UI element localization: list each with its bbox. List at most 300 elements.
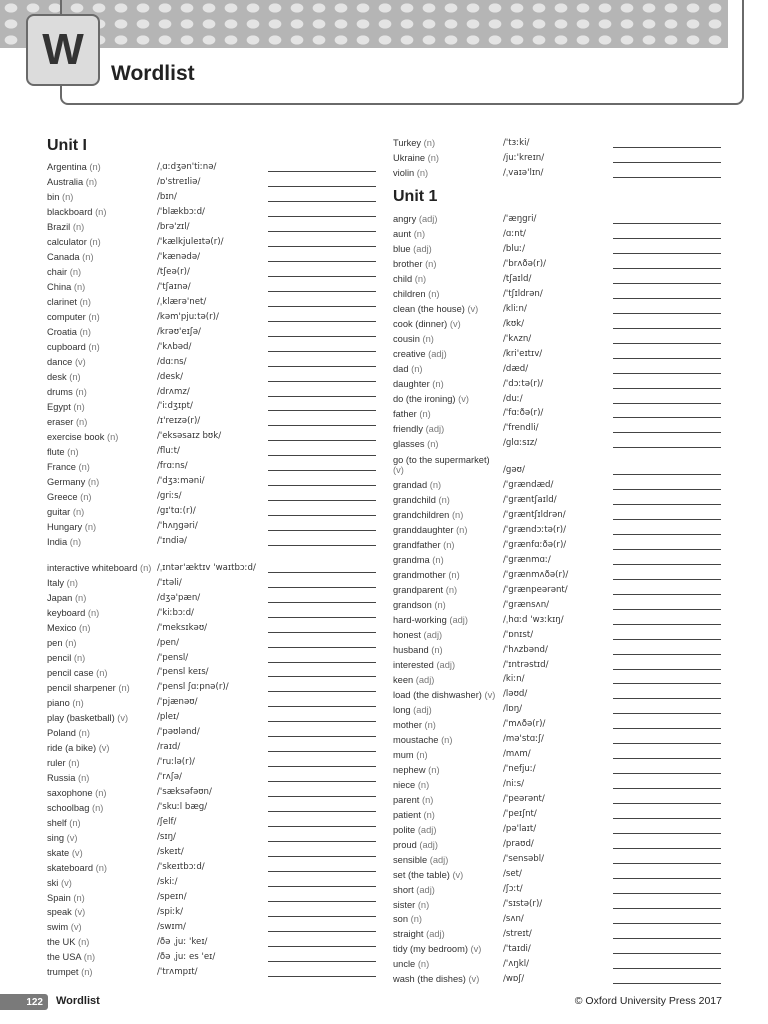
entry-part-of-speech: (adj) (419, 839, 438, 850)
entry-word (393, 870, 503, 881)
translation-blank-line[interactable] (268, 530, 376, 531)
translation-blank-line[interactable] (268, 572, 376, 573)
entry-word-text: sensible (393, 854, 428, 865)
entry-part-of-speech: (adj) (428, 349, 447, 360)
translation-blank-line[interactable] (268, 976, 376, 977)
translation-blank-line[interactable] (268, 351, 376, 352)
translation-blank-line[interactable] (268, 216, 376, 217)
entry-word (393, 765, 503, 776)
entry-word (47, 863, 157, 874)
entry-word (393, 900, 503, 911)
entry-part-of-speech: (adj) (416, 884, 435, 895)
entry-part-of-speech: (n) (425, 259, 437, 270)
entry-word (47, 192, 157, 203)
entry-part-of-speech: (v) (98, 742, 110, 753)
entry-pronunciation: /'dʒɜːməni/ (157, 476, 205, 487)
entry-pronunciation: /'hʌzbənd/ (503, 644, 548, 655)
entry-part-of-speech: (n) (73, 653, 86, 663)
translation-blank-line[interactable] (613, 713, 721, 714)
translation-blank-line[interactable] (613, 162, 721, 163)
translation-blank-line[interactable] (268, 545, 376, 546)
entry-word (47, 803, 157, 814)
entry-pronunciation: /'pjænəʊ/ (157, 697, 198, 708)
entry-pronunciation: /wɒʃ/ (503, 973, 525, 984)
entry-pronunciation: /'sæksəfəʊn/ (157, 787, 212, 798)
wordlist-entry (47, 547, 377, 574)
entry-part-of-speech: (n) (79, 297, 91, 308)
translation-blank-line[interactable] (268, 470, 376, 471)
entry-word (47, 357, 157, 368)
entry-word (393, 510, 503, 521)
translation-blank-line[interactable] (613, 238, 721, 239)
entry-word (393, 690, 503, 701)
entry-word-text: cupboard (47, 342, 86, 353)
translation-blank-line[interactable] (613, 534, 721, 535)
wordlist-entry (393, 225, 723, 240)
entry-word-text: grandchildren (393, 510, 450, 521)
entry-pronunciation: /bɪn/ (157, 191, 177, 202)
entry-pronunciation: /griːs/ (157, 491, 182, 502)
translation-blank-line[interactable] (268, 381, 376, 382)
entry-word-text: mum (393, 749, 414, 760)
entry-word (47, 537, 157, 548)
translation-blank-line[interactable] (613, 773, 721, 774)
translation-blank-line[interactable] (613, 594, 721, 595)
translation-blank-line[interactable] (613, 848, 721, 849)
entry-word (47, 937, 157, 948)
entry-word-text: swim (47, 922, 69, 933)
entry-part-of-speech: (n) (429, 480, 442, 491)
entry-word-text: tidy (my bedroom) (393, 944, 468, 955)
translation-blank-line[interactable] (613, 489, 721, 490)
entry-word (47, 372, 157, 383)
entry-word (393, 409, 503, 420)
translation-blank-line[interactable] (613, 403, 721, 404)
entry-part-of-speech: (n) (432, 379, 444, 390)
wordlist-entry (393, 134, 723, 149)
translation-blank-line[interactable] (613, 818, 721, 819)
translation-blank-line[interactable] (613, 147, 721, 148)
translation-blank-line[interactable] (268, 886, 376, 887)
entry-pronunciation: /drʌmz/ (157, 386, 190, 397)
translation-blank-line[interactable] (268, 515, 376, 516)
translation-blank-line[interactable] (268, 246, 376, 247)
translation-blank-line[interactable] (268, 231, 376, 232)
entry-part-of-speech: (n) (419, 408, 431, 419)
wordlist-entry (47, 858, 377, 873)
header-frame (60, 0, 744, 105)
wordlist-entry (393, 671, 723, 686)
translation-blank-line[interactable] (613, 878, 721, 879)
translation-blank-line[interactable] (268, 500, 376, 501)
entry-pronunciation: /dʒə'pæn/ (157, 592, 201, 603)
entry-part-of-speech: (n) (84, 521, 97, 532)
wordlist-entry (393, 955, 723, 970)
translation-blank-line[interactable] (613, 683, 721, 684)
translation-blank-line[interactable] (613, 609, 721, 610)
entry-pronunciation: /'ɪndiə/ (157, 536, 187, 547)
entry-part-of-speech: (v) (468, 974, 480, 985)
entry-word-text: Brazil (47, 222, 71, 233)
wordlist-entry (393, 270, 723, 285)
entry-part-of-speech: (n) (417, 959, 430, 970)
entry-word (393, 439, 503, 450)
entry-word-text: nephew (393, 764, 426, 775)
translation-blank-line[interactable] (613, 519, 721, 520)
entry-word-text: honest (393, 630, 421, 641)
entry-pronunciation: /skeɪt/ (157, 847, 184, 858)
translation-blank-line[interactable] (268, 201, 376, 202)
entry-part-of-speech: (n) (95, 862, 107, 873)
translation-blank-line[interactable] (268, 961, 376, 962)
translation-blank-line[interactable] (268, 946, 376, 947)
translation-blank-line[interactable] (268, 587, 376, 588)
translation-blank-line[interactable] (613, 432, 721, 433)
entry-pronunciation: /ˌklærə'net/ (157, 296, 207, 307)
entry-part-of-speech: (adj) (417, 824, 437, 835)
entry-part-of-speech: (n) (423, 809, 435, 820)
translation-blank-line[interactable] (268, 276, 376, 277)
translation-blank-line[interactable] (613, 417, 721, 418)
translation-blank-line[interactable] (268, 632, 376, 633)
entry-pronunciation: /'fɑːðə(r)/ (503, 408, 544, 419)
entry-pronunciation: /kʊk/ (503, 318, 525, 329)
translation-blank-line[interactable] (268, 425, 376, 426)
entry-part-of-speech: (n) (95, 787, 107, 798)
translation-blank-line[interactable] (613, 863, 721, 864)
entry-word-text: China (47, 282, 72, 293)
entry-pronunciation: /raɪd/ (157, 742, 181, 753)
entry-pronunciation: /ˌvaɪə'lɪn/ (503, 167, 544, 178)
translation-blank-line[interactable] (268, 706, 376, 707)
entry-part-of-speech: (n) (69, 817, 81, 828)
translation-blank-line[interactable] (613, 447, 721, 448)
entry-part-of-speech: (adj) (418, 214, 438, 225)
wordlist-entry (393, 551, 723, 566)
entry-word (393, 795, 503, 806)
entry-word-text: sister (393, 899, 416, 910)
translation-blank-line[interactable] (613, 728, 721, 729)
translation-blank-line[interactable] (613, 788, 721, 789)
entry-part-of-speech: (adj) (449, 615, 468, 626)
entry-word-text: grandson (393, 600, 432, 611)
entry-pronunciation: /'grænmɑː/ (503, 554, 551, 565)
translation-blank-line[interactable] (268, 662, 376, 663)
entry-part-of-speech: (n) (428, 764, 440, 775)
translation-blank-line[interactable] (613, 758, 721, 759)
translation-blank-line[interactable] (268, 856, 376, 857)
entry-pronunciation: /ˌɑːdʒən'tiːnə/ (157, 161, 217, 172)
translation-blank-line[interactable] (613, 953, 721, 954)
entry-word-text: mother (393, 719, 422, 730)
translation-blank-line[interactable] (613, 968, 721, 969)
translation-blank-line[interactable] (268, 186, 376, 187)
translation-blank-line[interactable] (613, 343, 721, 344)
wordlist-entries (47, 158, 377, 978)
translation-blank-line[interactable] (613, 624, 721, 625)
entry-word (393, 660, 503, 671)
translation-blank-line[interactable] (268, 676, 376, 677)
translation-blank-line[interactable] (268, 781, 376, 782)
translation-blank-line[interactable] (268, 796, 376, 797)
entry-word (47, 818, 157, 829)
translation-blank-line[interactable] (268, 171, 376, 172)
entry-word (393, 229, 503, 240)
wordlist-entry (393, 345, 723, 360)
entry-pronunciation: /ðə ˌjuː 'keɪ/ (157, 936, 208, 947)
entry-word-text: glasses (393, 438, 425, 449)
translation-blank-line[interactable] (613, 283, 721, 284)
entry-pronunciation: /'sensəbl/ (503, 854, 544, 865)
entry-word (47, 177, 157, 188)
entry-pronunciation: /dæd/ (503, 363, 529, 374)
translation-blank-line[interactable] (268, 440, 376, 441)
entry-part-of-speech: (v) (66, 832, 78, 843)
entry-pronunciation: /gɪ'tɑː(r)/ (157, 506, 196, 517)
translation-blank-line[interactable] (613, 549, 721, 550)
translation-blank-line[interactable] (268, 602, 376, 603)
entry-word (47, 893, 157, 904)
entry-word-text: pencil (47, 653, 72, 663)
translation-blank-line[interactable] (613, 908, 721, 909)
entry-pronunciation: /'frendli/ (503, 423, 539, 434)
wordlist-entry (393, 536, 723, 551)
translation-blank-line[interactable] (268, 617, 376, 618)
entry-part-of-speech: (n) (424, 719, 436, 730)
entry-word-text: load (the dishwasher) (393, 689, 482, 700)
translation-blank-line[interactable] (613, 654, 721, 655)
entry-part-of-speech: (n) (413, 229, 426, 240)
wordlist-entry (47, 278, 377, 293)
entry-pronunciation: /fluːt/ (157, 446, 180, 457)
entry-word (47, 492, 157, 503)
page-title: Wordlist (111, 62, 195, 85)
translation-blank-line[interactable] (268, 931, 376, 932)
entry-pronunciation: /krəʊ'eɪʃə/ (157, 326, 201, 337)
wordlist-entry (47, 173, 377, 188)
entry-word (47, 833, 157, 844)
wordlist-entry (47, 472, 377, 487)
entry-word (47, 578, 157, 589)
entry-part-of-speech: (n) (87, 476, 100, 487)
translation-blank-line[interactable] (268, 691, 376, 692)
translation-blank-line[interactable] (613, 923, 721, 924)
wordlist-entry (393, 491, 723, 506)
translation-blank-line[interactable] (268, 396, 376, 397)
translation-blank-line[interactable] (268, 306, 376, 307)
translation-blank-line[interactable] (613, 177, 721, 178)
entry-part-of-speech: (n) (118, 682, 130, 693)
page-footer (0, 994, 768, 1012)
entry-part-of-speech: (n) (80, 491, 92, 502)
translation-blank-line[interactable] (613, 328, 721, 329)
entry-part-of-speech: (n) (82, 252, 94, 263)
wordlist-entry (47, 963, 377, 978)
entry-word-text: aunt (393, 229, 412, 240)
translation-blank-line[interactable] (613, 698, 721, 699)
translation-blank-line[interactable] (268, 901, 376, 902)
wordlist-entry (47, 634, 377, 649)
entry-word (47, 922, 157, 933)
entry-word (393, 675, 503, 686)
wordlist-entry (393, 641, 723, 656)
translation-blank-line[interactable] (613, 669, 721, 670)
entry-word (47, 608, 157, 619)
entry-word (47, 952, 157, 963)
entry-word-text: cousin (393, 334, 420, 345)
entry-word-text: ski (47, 877, 59, 888)
entry-pronunciation: /'peərənt/ (503, 794, 545, 805)
entry-word (47, 683, 157, 694)
translation-blank-line[interactable] (268, 826, 376, 827)
translation-blank-line[interactable] (268, 811, 376, 812)
entry-pronunciation: /lɒŋ/ (503, 704, 523, 715)
translation-blank-line[interactable] (268, 485, 376, 486)
entry-part-of-speech: (v) (452, 869, 464, 880)
translation-blank-line[interactable] (268, 410, 376, 411)
translation-blank-line[interactable] (613, 268, 721, 269)
entry-word-text: Greece (47, 491, 78, 502)
entry-pronunciation: /'tɜːki/ (503, 137, 530, 148)
wordlist-entry (393, 255, 723, 270)
translation-blank-line[interactable] (613, 579, 721, 580)
translation-blank-line[interactable] (268, 321, 376, 322)
entry-part-of-speech: (n) (69, 267, 82, 278)
entry-part-of-speech: (n) (66, 578, 79, 589)
entry-word-text: ruler (47, 757, 66, 768)
translation-blank-line[interactable] (613, 298, 721, 299)
wordlist-entry (47, 323, 377, 338)
entry-part-of-speech: (v) (117, 712, 129, 723)
entry-word-text: granddaughter (393, 525, 454, 536)
entry-part-of-speech: (n) (73, 401, 85, 412)
entry-pronunciation: /tʃeə(r)/ (157, 266, 190, 277)
entry-pronunciation: /kiːn/ (503, 674, 525, 685)
entry-part-of-speech: (v) (74, 907, 86, 918)
translation-blank-line[interactable] (613, 358, 721, 359)
entry-word (47, 402, 157, 413)
translation-blank-line[interactable] (613, 313, 721, 314)
entry-part-of-speech: (v) (393, 465, 404, 476)
entry-word (393, 705, 503, 716)
wordlist-entry (47, 368, 377, 383)
entry-word-text: dance (47, 357, 73, 368)
wordlist-entry (393, 626, 723, 641)
wordlist-entry (47, 948, 377, 963)
entry-pronunciation: /'kʌzn/ (503, 333, 532, 344)
entry-pronunciation: /'ruːlə(r)/ (157, 757, 195, 768)
translation-blank-line[interactable] (613, 938, 721, 939)
translation-blank-line[interactable] (613, 803, 721, 804)
entry-word (393, 825, 503, 836)
entry-word-text: moustache (393, 734, 439, 745)
translation-blank-line[interactable] (613, 983, 721, 984)
translation-blank-line[interactable] (268, 841, 376, 842)
entry-word (47, 267, 157, 278)
entry-pronunciation: /mə'stɑːʃ/ (503, 734, 544, 745)
wordlist-entry (47, 918, 377, 933)
translation-blank-line[interactable] (268, 751, 376, 752)
translation-blank-line[interactable] (613, 743, 721, 744)
translation-blank-line[interactable] (268, 261, 376, 262)
translation-blank-line[interactable] (268, 647, 376, 648)
wordlist-entry (47, 873, 377, 888)
translation-blank-line[interactable] (613, 504, 721, 505)
translation-blank-line[interactable] (268, 291, 376, 292)
wordlist-entry (47, 487, 377, 502)
translation-blank-line[interactable] (613, 564, 721, 565)
entry-part-of-speech: (v) (71, 847, 83, 858)
entry-word-text: Ukraine (393, 153, 426, 164)
entry-part-of-speech: (v) (467, 304, 479, 315)
entry-part-of-speech: (n) (85, 177, 98, 188)
translation-blank-line[interactable] (268, 871, 376, 872)
entry-pronunciation: /'græntʃɪldrən/ (503, 509, 566, 520)
entry-pronunciation: /spiːk/ (157, 906, 183, 917)
translation-blank-line[interactable] (613, 833, 721, 834)
entry-pronunciation: /'græntʃaɪld/ (503, 494, 557, 505)
entry-part-of-speech: (n) (89, 237, 101, 248)
entry-pronunciation: /'pensl/ (157, 652, 189, 663)
entry-pronunciation: /kəm'pjuːtə(r)/ (157, 311, 219, 322)
translation-blank-line[interactable] (613, 388, 721, 389)
entry-pronunciation: /'grænpeərənt/ (503, 584, 568, 595)
entry-word (47, 907, 157, 918)
entry-word (393, 424, 503, 435)
translation-blank-line[interactable] (613, 893, 721, 894)
entry-word-text: creative (393, 349, 426, 360)
entry-word-text: sing (47, 832, 65, 843)
entry-word-text: skateboard (47, 862, 93, 873)
wordlist-entry (393, 685, 723, 700)
entry-part-of-speech: (n) (427, 153, 440, 164)
translation-blank-line[interactable] (268, 736, 376, 737)
entry-part-of-speech: (v) (458, 394, 469, 404)
entry-word-text: dad (393, 364, 409, 375)
entry-word-text: desk (47, 372, 67, 383)
entry-part-of-speech: (n) (73, 282, 86, 293)
entry-word (47, 327, 157, 338)
entry-word-text: blue (393, 244, 411, 255)
translation-blank-line[interactable] (268, 721, 376, 722)
translation-blank-line[interactable] (613, 253, 721, 254)
entry-pronunciation: /sɪŋ/ (157, 832, 176, 843)
wordlist-entry (47, 708, 377, 723)
entry-pronunciation: /ˌhɑːd 'wɜːkɪŋ/ (503, 614, 564, 625)
entry-part-of-speech: (adj) (426, 929, 445, 940)
entry-word-text: saxophone (47, 787, 93, 798)
entry-word (47, 878, 157, 889)
translation-blank-line[interactable] (268, 766, 376, 767)
translation-blank-line[interactable] (268, 366, 376, 367)
entry-pronunciation: /'ʌŋkl/ (503, 958, 530, 969)
entry-word (393, 153, 503, 164)
translation-blank-line[interactable] (613, 639, 721, 640)
translation-blank-line[interactable] (613, 223, 721, 224)
translation-blank-line[interactable] (613, 373, 721, 374)
translation-blank-line[interactable] (268, 455, 376, 456)
translation-blank-line[interactable] (268, 916, 376, 917)
entry-word (47, 222, 157, 233)
translation-blank-line[interactable] (268, 336, 376, 337)
translation-blank-line[interactable] (613, 474, 721, 475)
wordlist-entry (393, 405, 723, 420)
entry-pronunciation: /frɑːns/ (157, 461, 188, 472)
entry-word (393, 810, 503, 821)
entry-part-of-speech: (n) (421, 794, 434, 805)
entry-part-of-speech: (n) (68, 757, 80, 768)
entry-word (393, 138, 503, 149)
